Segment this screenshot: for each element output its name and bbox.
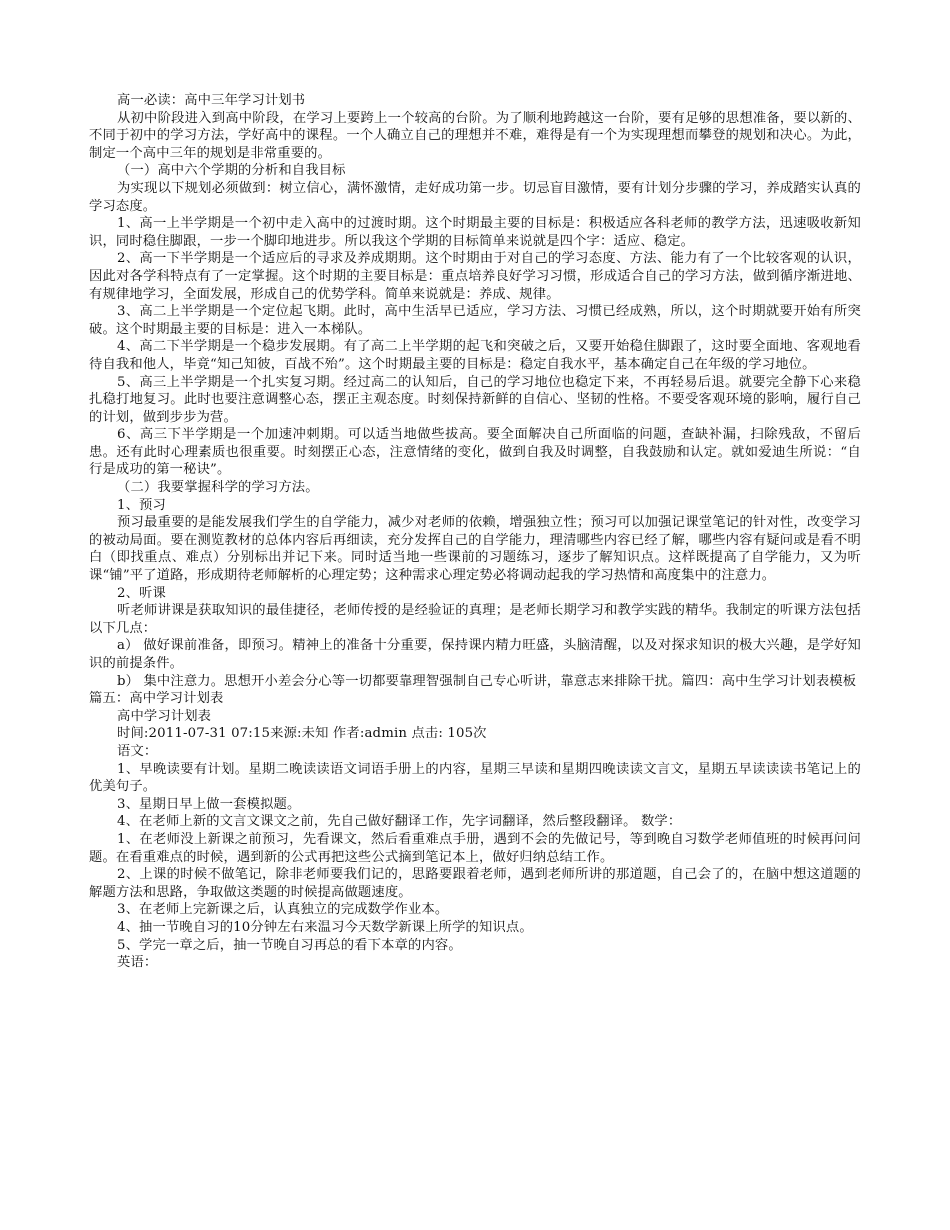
paragraph: 1、在老师没上新课之前预习，先看课文，然后看重难点手册，遇到不会的先做记号，等到晚自习数学老师值班的时候再问问题。在看重难点的时候，遇到新的公式再把这些公式摘到笔记本上，做好归纳总结工作。 [89,831,861,865]
paragraph: 时间:2011-07-31 07:15来源:未知 作者:admin 点击: 105次 [117,726,487,742]
paragraph: 1、预习 [117,497,166,513]
paragraph: 2、上课的时候不做笔记，除非老师要我们记的，思路要跟着老师，遇到老师所讲的那道题，自己会了的，在脑中想这道题的解题方法和思路，争取做这类题的时候提高做题速度。 [89,867,861,900]
paragraph: 为实现以下规划必须做到：树立信心，满怀激情，走好成功第一步。切忌盲目激情，要有计划分步骤的学习，养成踏实认真的学习态度。 [89,180,861,214]
paragraph: 从初中阶段进入到高中阶段，在学习上要跨上一个较高的台阶。为了顺利地跨越这一台阶，要有足够的思想准备，要以新的、不同于初中的学习方法，学好高中的课程。一个人确立自己的理想并不难，难得是有一个为实现理想而攀登的规划和决心。为此，制定一个高中三年的规划是非常重要的。 [89,110,861,161]
paragraph: 高中学习计划表 [117,708,212,724]
paragraph: （一）高中六个学期的分析和自我目标 [117,163,346,179]
paragraph: b） 集中注意力。思想开小差会分心等一切都要靠理智强制自己专心听讲，靠意志来排除干扰。篇四：高中生学习计划表模板 [117,673,857,689]
paragraph: 5、学完一章之后，抽一节晚自习再总的看下本章的内容。 [117,937,462,953]
paragraph: 1、高一上半学期是一个初中走入高中的过渡时期。这个时期最主要的目标是：积极适应各科老师的教学方法，迅速吸收新知识，同时稳住脚跟，一步一个脚印地进步。所以我这个学期的目标简单来说就是四个字：适应、稳定。 [89,216,861,249]
paragraph: 3、在老师上完新课之后，认真独立的完成数学作业本。 [117,902,449,918]
paragraph: 4、抽一节晚自习的10分钟左右来温习今天数学新课上所学的知识点。 [117,919,533,935]
paragraph: （二）我要掌握科学的学习方法。 [117,480,319,496]
paragraph: 预习最重要的是能发展我们学生的自学能力，减少对老师的依赖，增强独立性；预习可以加强记课堂笔记的针对性，改变学习的被动局面。要在测览教材的总体内容后再细读，充分发挥自己的自学能力，理清哪些内容已经了解，哪些内容有疑问或是看不明白（即找重点、难点）分别标出并记下来。同时适当地一些课前的习题练习，逐步了解知识点。这样既提高了自学能力，又为听课“铺”平了道路，形成期待老师解析的心理定势；这种需求心理定势必将调动起我的学习热情和高度集中的注意力。 [89,515,861,584]
paragraph: 语文： [117,743,158,759]
paragraph: 英语： [117,955,158,971]
paragraph: 6、高三下半学期是一个加速冲刺期。可以适当地做些拔高。要全面解决自己所面临的问题，查缺补漏，扫除残敌，不留后患。还有此时心理素质也很重要。时刻摆正心态，注意情绪的变化，做到自我及时调整，自我鼓励和认定。就如爱迪生所说：“自行是成功的第一秘诀”。 [89,427,861,478]
paragraph: 听老师讲课是获取知识的最佳捷径，老师传授的是经验证的真理；是老师长期学习和教学实践的精华。我制定的听课方法包括以下几点： [89,603,861,636]
paragraph: 1、早晚读要有计划。星期二晚读读语文词语手册上的内容，星期三早读和星期四晚读读文言文，星期五早读读读书笔记上的优美句子。 [89,761,861,795]
paragraph: a） 做好课前准备，即预习。精神上的准备十分重要，保持课内精力旺盛，头脑清醒，以及对探求知识的极大兴趣，是学好知识的前提条件。 [89,638,861,671]
paragraph: 4、高二下半学期是一个稳步发展期。有了高二上半学期的起飞和突破之后，又要开始稳住脚跟了，这时要全面地、客观地看待自我和他人，毕竟“知己知彼，百战不殆”。这个时期最主要的目标是：稳定自我水平，基本确定自己在年级的学习地位。 [89,339,861,372]
paragraph: 3、高二上半学期是一个定位起飞期。此时，高中生活早已适应，学习方法、习惯已经成熟，所以，这个时期就要开始有所突破。这个时期最主要的目标是：进入一本梯队。 [89,304,861,337]
paragraph: 高一必读：高中三年学习计划书 [117,93,306,108]
paragraph: 4、在老师上新的文言文课文之前，先自己做好翻译工作，先字词翻译，然后整段翻译。 数学： [117,814,682,830]
paragraph: 2、听课 [117,585,166,601]
paragraph: 5、高三上半学期是一个扎实复习期。经过高二的认知后，自己的学习地位也稳定下来，不再轻易后退。就要完全静下心来稳扎稳打地复习。此时也要注意调整心态，摆正主观态度。时刻保持新鲜的自信心、坚韧的性格。不要受客观环境的影响，履行自己的计划，做到步步为营。 [89,374,861,425]
document-body [89,92,861,972]
paragraph: 3、星期日早上做一套模拟题。 [117,796,301,812]
paragraph: 2、高一下半学期是一个适应后的寻求及养成期期。这个时期由于对自己的学习态度、方法、能力有了一个比较客观的认识，因此对各学科特点有了一定掌握。这个时期的主要目标是：重点培养良好学习习惯，形成适合自己的学习方法，做到循序渐进地、有规律地学习，全面发展，形成自己的优势学科。简单来说就是：养成、规律。 [89,251,861,302]
paragraph: 篇五：高中学习计划表 [89,691,224,707]
